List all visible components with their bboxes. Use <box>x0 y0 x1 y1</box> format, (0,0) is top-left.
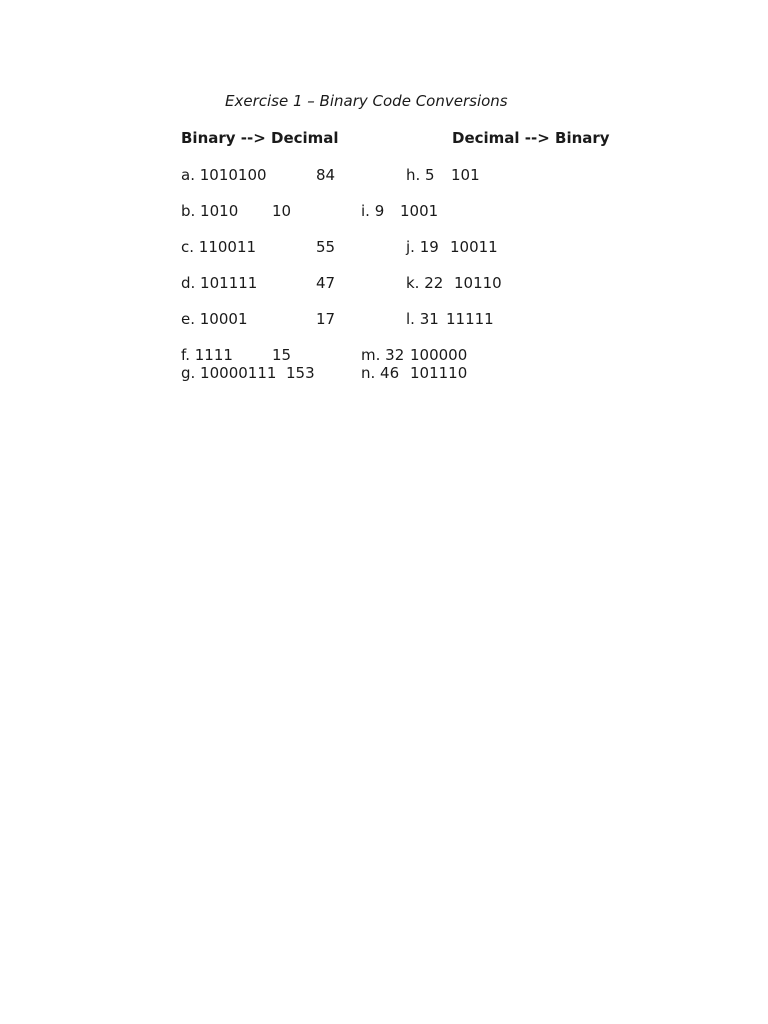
header-binary-to-decimal: Binary --> Decimal <box>181 129 339 147</box>
problem-n-answer: 101110 <box>410 364 468 382</box>
problem-j-answer: 10011 <box>450 238 498 256</box>
problem-m-answer: 100000 <box>410 346 468 364</box>
problem-g-answer: 153 <box>286 364 315 382</box>
problem-f-answer: 15 <box>272 346 292 364</box>
header-decimal-to-binary: Decimal --> Binary <box>452 129 610 147</box>
problem-n-label: n. 46 <box>361 364 400 382</box>
problem-e-label: e. 10001 <box>181 310 248 328</box>
problem-i-answer: 1001 <box>400 202 439 220</box>
problem-j-label: j. 19 <box>406 238 439 256</box>
problem-h-answer: 101 <box>451 166 480 184</box>
problem-b-label: b. 1010 <box>181 202 239 220</box>
problem-e-answer: 17 <box>316 310 336 328</box>
problem-a-answer: 84 <box>316 166 336 184</box>
page-title: Exercise 1 – Binary Code Conversions <box>225 92 508 110</box>
problem-m-label: m. 32 <box>361 346 405 364</box>
problem-c-answer: 55 <box>316 238 336 256</box>
problem-f-label: f. 1111 <box>181 346 233 364</box>
problem-g-label: g. 10000111 <box>181 364 277 382</box>
problem-i-label: i. 9 <box>361 202 385 220</box>
problem-a-label: a. 1010100 <box>181 166 267 184</box>
problem-l-label: l. 31 <box>406 310 439 328</box>
problem-k-answer: 10110 <box>454 274 502 292</box>
problem-d-answer: 47 <box>316 274 336 292</box>
problem-d-label: d. 101111 <box>181 274 258 292</box>
problem-l-answer: 11111 <box>446 310 494 328</box>
problem-k-label: k. 22 <box>406 274 444 292</box>
problem-h-label: h. 5 <box>406 166 435 184</box>
problem-b-answer: 10 <box>272 202 292 220</box>
problem-c-label: c. 110011 <box>181 238 257 256</box>
